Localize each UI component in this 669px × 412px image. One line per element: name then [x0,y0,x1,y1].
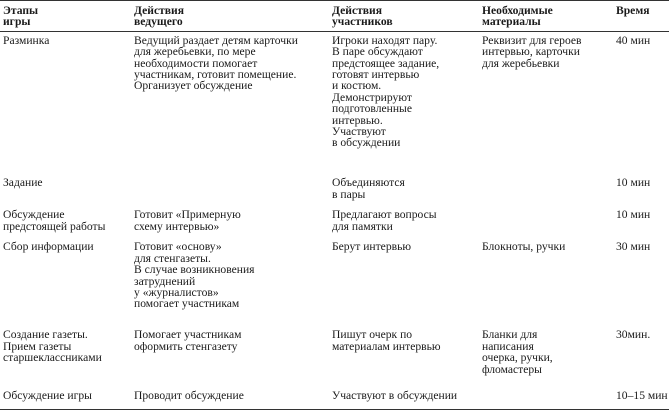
cell-text-line: Блокноты, ручки [482,240,566,254]
cell-stage [0,31,131,174]
cell-text-line: Разминка [3,33,50,47]
cell-stage [0,387,131,409]
cell-time [606,174,669,206]
cell-text-line: материалам интервью [332,339,441,353]
cell-time [606,206,669,238]
cell-text-line: Организует обсуждение [134,79,253,93]
cell-text-line: интервью. [332,113,383,127]
cell-host-actions [131,238,329,326]
cell-materials [479,326,606,387]
table-row [0,238,669,326]
cell-stage [0,174,131,206]
cell-text-line: Объединяются [332,176,405,190]
cell-stage [0,238,131,326]
header-host-actions [131,1,329,32]
cell-text-line: для жеребьевки [482,56,560,70]
cell-participant-actions [329,206,479,238]
cell-text-line: необходимости помогает [134,56,258,70]
header-materials [479,1,606,32]
cell-text-line: написания [482,339,534,353]
cell-host-actions [131,206,329,238]
cell-time [606,387,669,409]
cell-text-line: и костюм. [332,79,382,93]
header-time [606,1,669,32]
table-row [0,326,669,387]
cell-text-line: Предлагают вопросы [332,208,437,222]
cell-text-line: Проводит обсуждение [134,389,244,403]
cell-text-line: 10–15 мин [616,389,668,403]
cell-text-line: Участвуют [332,125,386,139]
cell-host-actions [131,174,329,206]
cell-materials [479,206,606,238]
cell-text-line: Демонстрируют [332,90,412,104]
cell-text-line: Берут интервью [332,240,412,254]
cell-text-line: помогает участникам [134,297,240,311]
cell-text-line: В паре обсуждают [332,45,423,59]
cell-text-line: подготовленные [332,102,412,116]
cell-text-line: участникам, готовит помещение. [134,68,297,82]
cell-text-line: В случае возникновения [134,263,255,277]
cell-text-line: Готовит «основу» [134,240,222,254]
header-stage [0,1,131,32]
table-row [0,174,669,206]
cell-text-line: у «журналистов» [134,285,219,299]
cell-participant-actions [329,174,479,206]
cell-materials [479,238,606,326]
cell-stage [0,326,131,387]
cell-text-line: Необходимые [482,4,553,17]
cell-host-actions [131,31,329,174]
cell-materials [479,174,606,206]
cell-text-line: материалы [482,15,541,29]
table-row [0,387,669,409]
cell-text-line: Игроки находят пару. [332,33,438,47]
cell-time [606,31,669,174]
cell-text-line: готовят интервью [332,68,420,82]
cell-text-line: участников [332,15,393,29]
cell-participant-actions [329,326,479,387]
cell-text-line: Сбор информации [3,240,94,254]
cell-text-line: предстоящее задание, [332,56,440,70]
table-header [0,1,669,32]
cell-text-line: Участвуют в обсуждении [332,389,458,403]
cell-stage [0,206,131,238]
cell-text-line: 30 мин [616,240,651,254]
cell-text-line: Готовит «Примерную [134,208,241,222]
cell-participant-actions [329,387,479,409]
cell-text-line: затруднений [134,274,196,288]
cell-text-line: очерка, ручки, [482,351,553,365]
cell-text-line: Действия [134,4,184,17]
cell-text-line: Обсуждение игры [3,389,92,403]
cell-text-line: в обсуждении [332,136,401,150]
cell-text-line: для памятки [332,219,393,233]
cell-text-line: Обсуждение [3,208,65,222]
table-row [0,31,669,174]
cell-text-line: Создание газеты. [3,328,88,342]
cell-text-line: Этапы [3,4,39,17]
cell-text-line: Время [616,4,650,17]
header-participant-actions [329,1,479,32]
cell-text-line: 40 мин [616,33,651,47]
cell-text-line: Реквизит для героев [482,33,582,47]
cell-text-line: 10 мин [616,176,651,190]
cell-participant-actions [329,31,479,174]
cell-text-line: 30мин. [616,328,651,342]
cell-text-line: интервью, карточки [482,45,580,59]
cell-text-line: игры [3,15,31,29]
cell-materials [479,387,606,409]
cell-text-line: Действия [332,4,382,17]
cell-text-line: в пары [332,187,366,201]
table-row [0,206,669,238]
cell-text-line: схему интервью» [134,219,220,233]
cell-host-actions [131,326,329,387]
cell-text-line: оформить стенгазету [134,339,238,353]
cell-text-line: Прием газеты [3,339,72,353]
cell-text-line: Задание [3,176,43,190]
cell-text-line: для стенгазеты. [134,251,211,265]
cell-text-line: Бланки для [482,328,538,342]
cell-text-line: Ведущий раздает детям карточки [134,33,298,47]
cell-text-line: для жеребьевки, по мере [134,45,256,59]
cell-time [606,238,669,326]
table-body [0,31,669,409]
cell-text-line: Помогает участникам [134,328,242,342]
cell-materials [479,31,606,174]
cell-text-line: фломастеры [482,362,542,376]
cell-participant-actions [329,238,479,326]
cell-text-line: ведущего [134,15,183,29]
cell-text-line: 10 мин [616,208,651,222]
cell-text-line: Пишут очерк по [332,328,413,342]
cell-host-actions [131,387,329,409]
header-row [0,1,669,32]
cell-text-line: предстоящей работы [3,219,106,233]
cell-time [606,326,669,387]
cell-text-line: старшеклассниками [3,351,102,365]
